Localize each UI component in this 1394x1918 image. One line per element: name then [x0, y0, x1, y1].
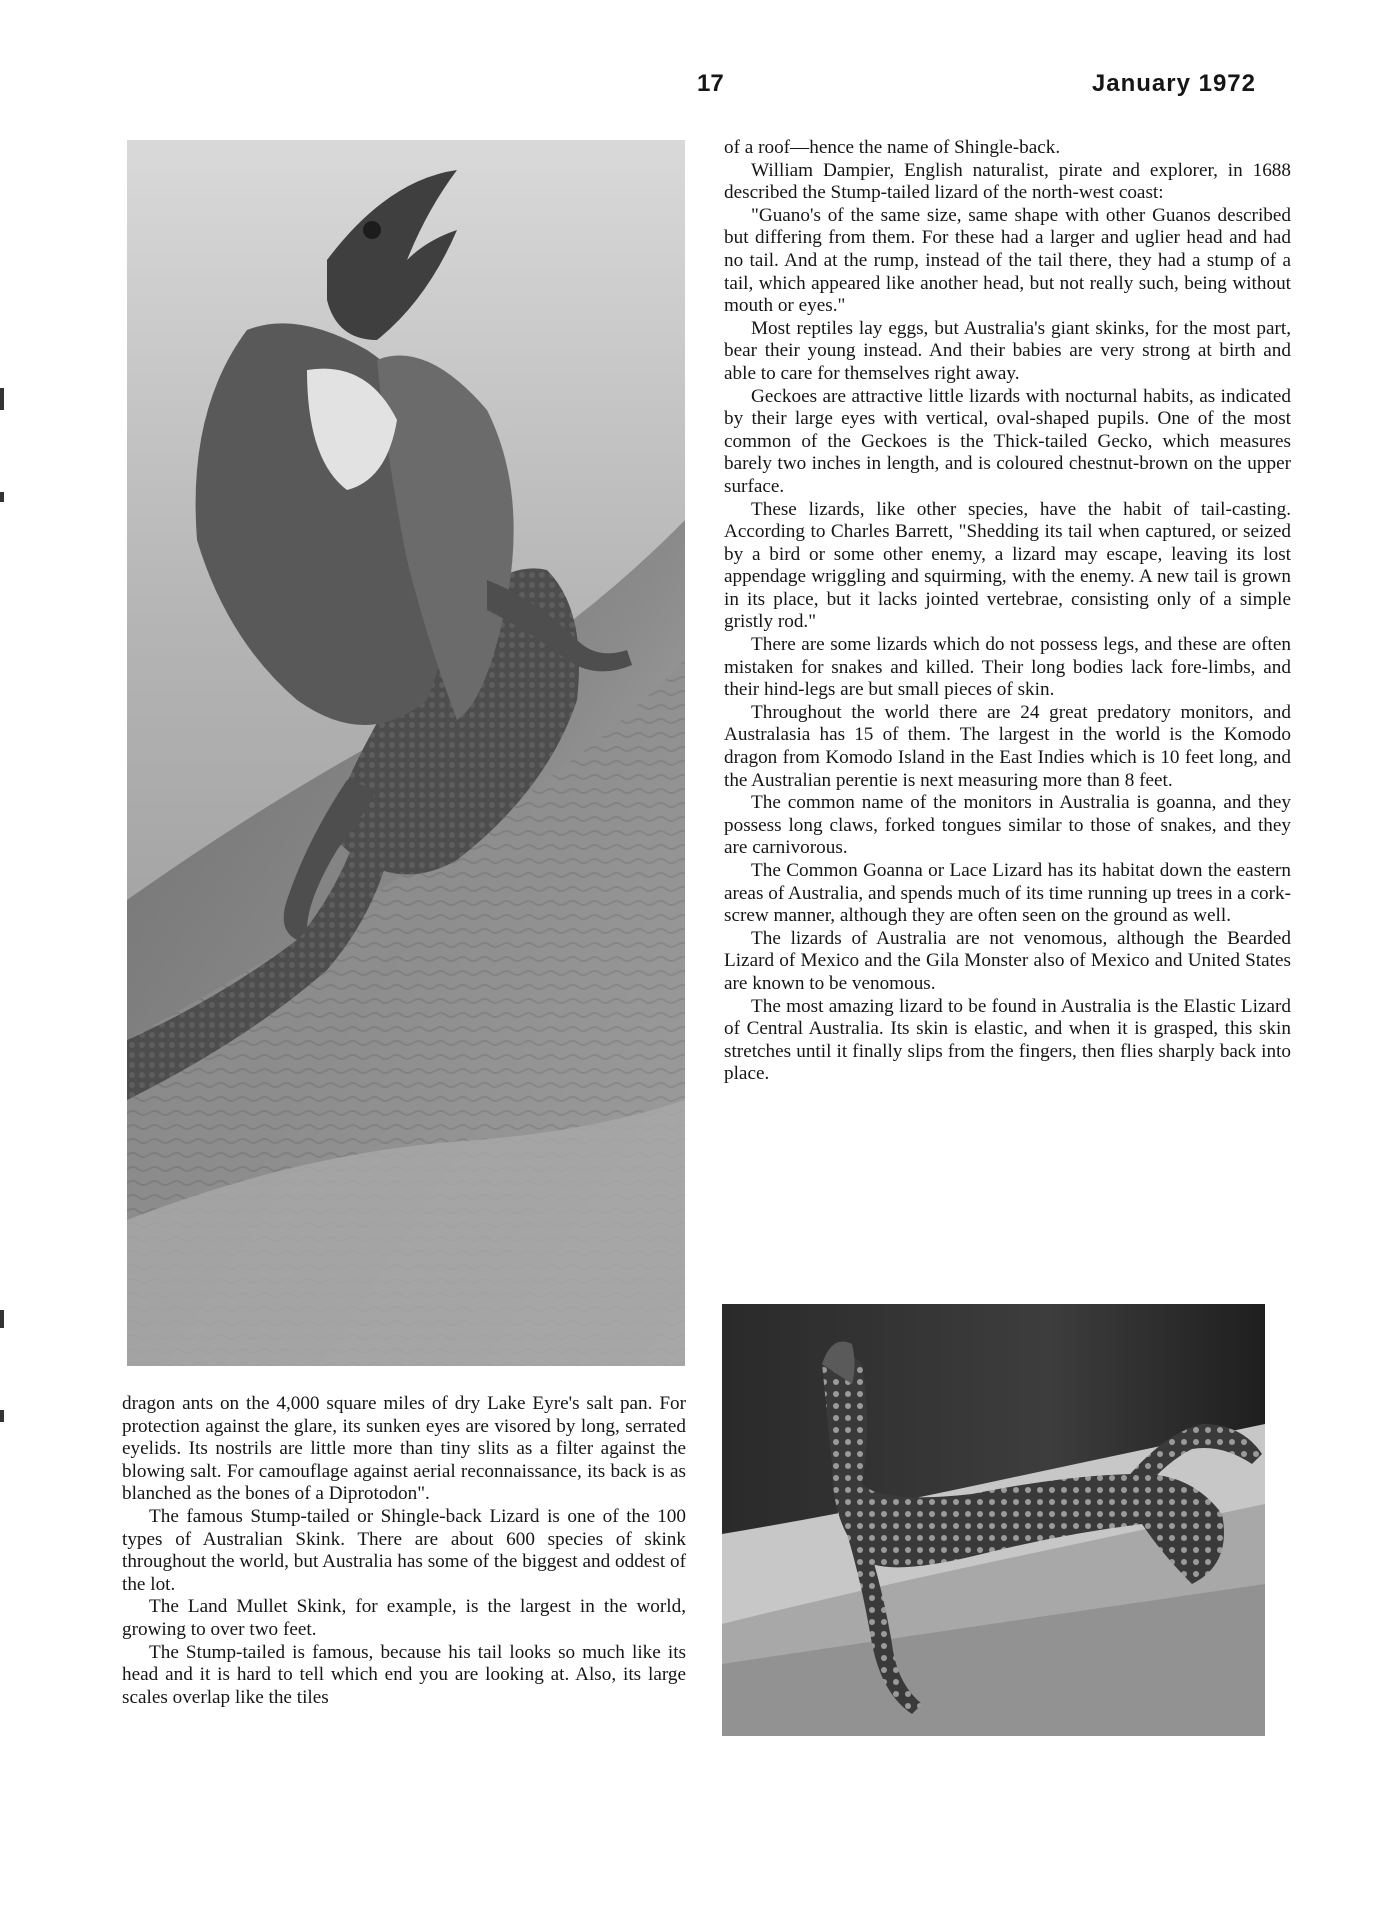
paragraph: The most amazing lizard to be found in Australia is the Elastic Lizard of Central Australia. Its skin is elastic, and when it is grasped, this skin stretches until it finally slips from the fingers, then flies sharply back into place. — [724, 995, 1291, 1085]
paragraph: "Guano's of the same size, same shape with other Guanos described but differing from them. For these had a larger and uglier head and had no tail. And at the rump, instead of the tail there, they had a stump of a tail, which appeared like another head, but not really such, being without mouth or eyes." — [724, 204, 1291, 317]
paragraph: The famous Stump-tailed or Shingle-back Lizard is one of the 100 types of Australian Skink. There are about 600 species of skink throughout the world, but Australia has some of the biggest and oddest of the lot. — [122, 1505, 686, 1595]
paragraph: These lizards, like other species, have the habit of tail-casting. According to Charles Barrett, "Shedding its tail when captured, or seized by a bird or some other enemy, a lizard may escape, leaving its lost appendage wriggling and squirming, with the enemy. A new tail is grown in its place, but it lacks jointed vertebrae, consisting only of a simple gristly rod." — [724, 498, 1291, 633]
paragraph: Most reptiles lay eggs, but Australia's giant skinks, for the most part, bear their young instead. And their babies are very strong at birth and able to care for themselves right away. — [724, 317, 1291, 384]
paragraph: The lizards of Australia are not venomous, although the Bearded Lizard of Mexico and the Gila Monster also of Mexico and United States are known to be venomous. — [724, 927, 1291, 994]
left-text-column — [122, 1393, 686, 1709]
paragraph: The common name of the monitors in Australia is goanna, and they possess long claws, forked tongues similar to those of snakes, and they are carnivorous. — [724, 792, 1291, 859]
paragraph: There are some lizards which do not possess legs, and these are often mistaken for snakes and killed. Their long bodies lack fore-limbs, and their hind-legs are but small pieces of skin. — [724, 634, 1291, 701]
page-header — [0, 70, 1394, 110]
page-number: 17 — [697, 70, 724, 97]
paragraph: Throughout the world there are 24 great predatory monitors, and Australasia has 15 of them. The largest in the world is the Komodo dragon from Komodo Island in the East Indies which is 10 feet long, and the Australian perentie is next measuring more than 8 feet. — [724, 701, 1291, 791]
paragraph: Geckoes are attractive little lizards with nocturnal habits, as indicated by their large eyes with vertical, oval-shaped pupils. One of the most common of the Geckoes is the Thick-tailed Gecko, which measures barely two inches in length, and is coloured chestnut-brown on the upper surface. — [724, 385, 1291, 497]
paragraph: The Land Mullet Skink, for example, is the largest in the world, growing to over two feet. — [122, 1596, 686, 1640]
scan-margin-mark — [0, 1410, 4, 1422]
paragraph: of a roof—hence the name of Shingle-back. — [724, 137, 1061, 158]
scan-margin-mark — [0, 492, 4, 502]
paragraph: The Common Goanna or Lace Lizard has its habitat down the eastern areas of Australia, and spends much of its time running up trees in a cork-screw manner, although they are often seen on the ground as well. — [724, 860, 1291, 927]
scan-margin-mark — [0, 1310, 4, 1328]
paragraph: The Stump-tailed is famous, because his tail looks so much like its head and it is hard to tell which end you are looking at. Also, its large scales overlap like the tiles — [122, 1641, 686, 1708]
paragraph: dragon ants on the 4,000 square miles of dry Lake Eyre's salt pan. For protection against the glare, its sunken eyes are visored by long, serrated eyelids. Its nostrils are little more than tiny slits as a filter against the blowing salt. For camouflage against aerial reconnaissance, its back is as blanched as the bones of a Diprotodon". — [122, 1393, 686, 1505]
goanna-photo — [722, 1304, 1265, 1736]
frilled-lizard-photo — [127, 140, 685, 1366]
right-text-column — [724, 137, 1291, 1086]
paragraph: William Dampier, English naturalist, pirate and explorer, in 1688 described the Stump-tailed lizard of the north-west coast: — [724, 159, 1291, 204]
scan-margin-mark — [0, 388, 4, 410]
issue-date: January 1972 — [1091, 70, 1256, 97]
